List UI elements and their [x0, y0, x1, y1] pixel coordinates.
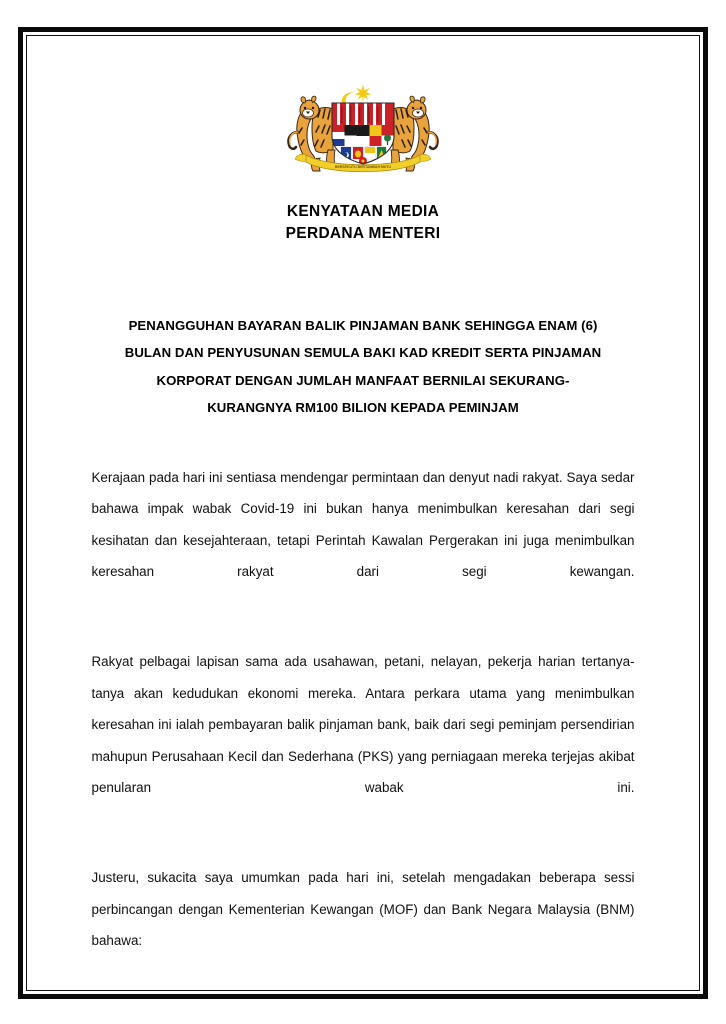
- body-paragraph: Justeru, sukacita saya umumkan pada hari ini, setelah mengadakan beberapa sessi perbincangan dengan Kementerian Kewangan (MOF) dan Bank Negara Malaysia (BNM) bahawa:: [91, 870, 635, 949]
- body-paragraph: Rakyat pelbagai lapisan sama ada usahawan, petani, nelayan, pekerja harian tertanya-tanya akan kedudukan ekonomi mereka. Antara perkara utama yang menimbulkan keresahan ini ialah pembayaran balik pinjaman bank, baik dari segi peminjam persendirian mahupun Perusahaan Kecil dan Sederhana (PKS) yang perniagaan mereka terjejas akibat penularan wabak ini.: [91, 654, 635, 796]
- header-line-2: PERDANA MENTERI: [285, 225, 441, 243]
- title-line-2: BULAN DAN PENYUSUNAN SEMULA BAKI KAD KREDIT SERTA PINJAMAN: [124, 345, 602, 361]
- document-header: [33, 201, 693, 246]
- malaysia-coat-of-arms-icon: [278, 80, 448, 178]
- title-line-4: KURANGNYA RM100 BILION KEPADA PEMINJAM: [207, 400, 519, 416]
- title-line-1: PENANGGUHAN BAYARAN BALIK PINJAMAN BANK SEHINGGA ENAM (6): [128, 317, 598, 333]
- svg-text:BERSEKUTU BERTAMBAH MUTU: BERSEKUTU BERTAMBAH MUTU: [334, 165, 392, 169]
- page-title: [85, 312, 641, 422]
- document-content: [33, 42, 693, 984]
- document-body: [92, 462, 635, 984]
- body-paragraph: Kerajaan pada hari ini sentiasa mendengar permintaan dan denyut nadi rakyat. Saya sedar bahawa impak wabak Covid-19 ini bukan hanya menimbulkan keresahan dari segi kesihatan dan kesejahteraan, tetapi Perintah Kawalan Pergerakan ini juga menimbulkan keresahan rakyat dari segi kewangan.: [91, 469, 635, 580]
- title-line-3: KORPORAT DENGAN JUMLAH MANFAAT BERNILAI SEKURANG-: [156, 372, 570, 388]
- header-line-1: KENYATAAN MEDIA: [286, 203, 440, 220]
- emblem-container: [33, 42, 693, 183]
